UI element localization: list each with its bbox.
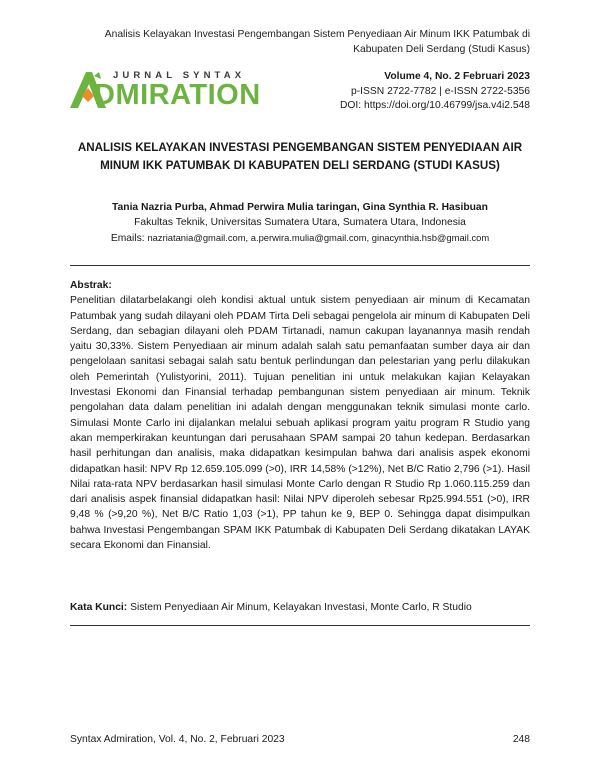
doi-link[interactable]: https://doi.org/10.46799/jsa.v4i2.548 xyxy=(363,100,530,111)
issn-line: p-ISSN 2722-7782 | e-ISSN 2722-5356 xyxy=(351,85,530,97)
emails-label: Emails: xyxy=(110,233,148,244)
issue-info xyxy=(340,70,530,114)
doi-label: DOI: xyxy=(339,100,364,111)
page-footer xyxy=(70,734,530,745)
running-header-line-1: Analisis Kelayakan Investasi Pengembangan Sistem Penyediaan Air Minum IKK Patumbak di xyxy=(104,29,530,40)
abstract-label: Abstrak: xyxy=(70,280,112,291)
running-header xyxy=(70,27,530,57)
page-number: 248 xyxy=(512,734,530,745)
author-block xyxy=(70,200,530,246)
keywords-label: Kata Kunci: xyxy=(70,602,128,613)
abstract-section xyxy=(70,278,530,553)
logo-journal-text: JURNAL SYNTAX xyxy=(113,70,246,81)
top-divider xyxy=(70,265,530,266)
article-title-line-1: ANALISIS KELAYAKAN INVESTASI PENGEMBANGAN SISTEM PENYEDIAAN AIR xyxy=(77,141,523,154)
affiliation: Fakultas Teknik, Universitas Sumatera Utara, Sumatera Utara, Indonesia xyxy=(134,217,466,228)
emails: nazriatania@gmail.com, a.perwira.mulia@gmail.com, ginacynthia.hsb@gmail.com xyxy=(147,232,490,243)
journal-logo xyxy=(68,70,283,112)
doi-line xyxy=(340,99,530,114)
footer-journal: Syntax Admiration, Vol. 4, No. 2, Februari 2023 xyxy=(70,734,285,745)
volume-line: Volume 4, No. 2 Februari 2023 xyxy=(384,71,530,82)
abstract-text: Penelitian dilatarbelakangi oleh kondisi aktual untuk sistem penyediaan air minum di Kecamatan Patumbak yang sudah dilayani oleh PDAM Tirta Deli sebagai pengelola air minum di Kabupaten Deli Serdang, dan sebagian dilayani oleh PDAM Tirtanadi, namun cakupan layanannya masih rendah yaitu 30,33%. Sistem Penyediaan air minum adalah salah satu pemanfaatan sumber daya air dan pengelolaan sanitasi sebagai salah satu bentuk perlindungan dan pelestarian yang perlu dilakukan oleh Pemerintah (Yulistyorini, 2011). Tujuan penelitian ini untuk melakukan kajian Kelayakan Investasi Ekonomi dan Finansial terhadap pembangunan sistem penyediaan air minum. Teknik pengolahan data dalam penelitian ini adalah dengan menggunakan teknik simulasi monte carlo. Simulasi Monte Carlo ini dijalankan melalui sebuah aplikasi program yaitu program R Studio yang akan memperkirakan keuntungan dari perusahaan SPAM sampai 20 tahun kedepan. Berdasarkan hasil perhitungan dan analisis, maka didapatkan kesimpulan bahwa dari analisis aspek ekonomi didapatkan hasil: NPV Rp 12.659.105.099 (>0), IRR 14,58% (>12%), Net B/C Ratio 2,796 (>1). Hasil Nilai rata-rata NPV berdasarkan hasil simulasi Monte Carlo dengan R Studio Rp 1.060.115.259 dan dari analisis aspek finansial didapatkan hasil: Nilai NPV diperoleh sebesar Rp25.994.551 (>0), IRR 9,48 % (>9,20 %), Net B/C Ratio 1,03 (>1), PP tahun ke 9, BEP 0. Sehingga dapat disimpulkan bahwa Investasi Pengembangan SPAM IKK Patumbak di Kabupaten Deli Serdang dikatakan LAYAK secara Ekonomi dan Finansial. xyxy=(70,295,530,552)
author-names: Tania Nazria Purba, Ahmad Perwira Mulia taringan, Gina Synthia R. Hasibuan xyxy=(112,202,488,213)
keywords-text: Sistem Penyediaan Air Minum, Kelayakan Investasi, Monte Carlo, R Studio xyxy=(127,602,472,613)
keywords-line xyxy=(70,600,530,615)
article-title xyxy=(70,139,530,175)
article-title-line-2: MINUM IKK PATUMBAK DI KABUPATEN DELI SERDANG (STUDI KASUS) xyxy=(100,159,500,172)
emails-line xyxy=(70,230,530,246)
logo-admiration-text: DMIRATION xyxy=(94,79,261,111)
bottom-divider xyxy=(70,625,530,626)
running-header-line-2: Kabupaten Deli Serdang (Studi Kasus) xyxy=(353,44,530,55)
